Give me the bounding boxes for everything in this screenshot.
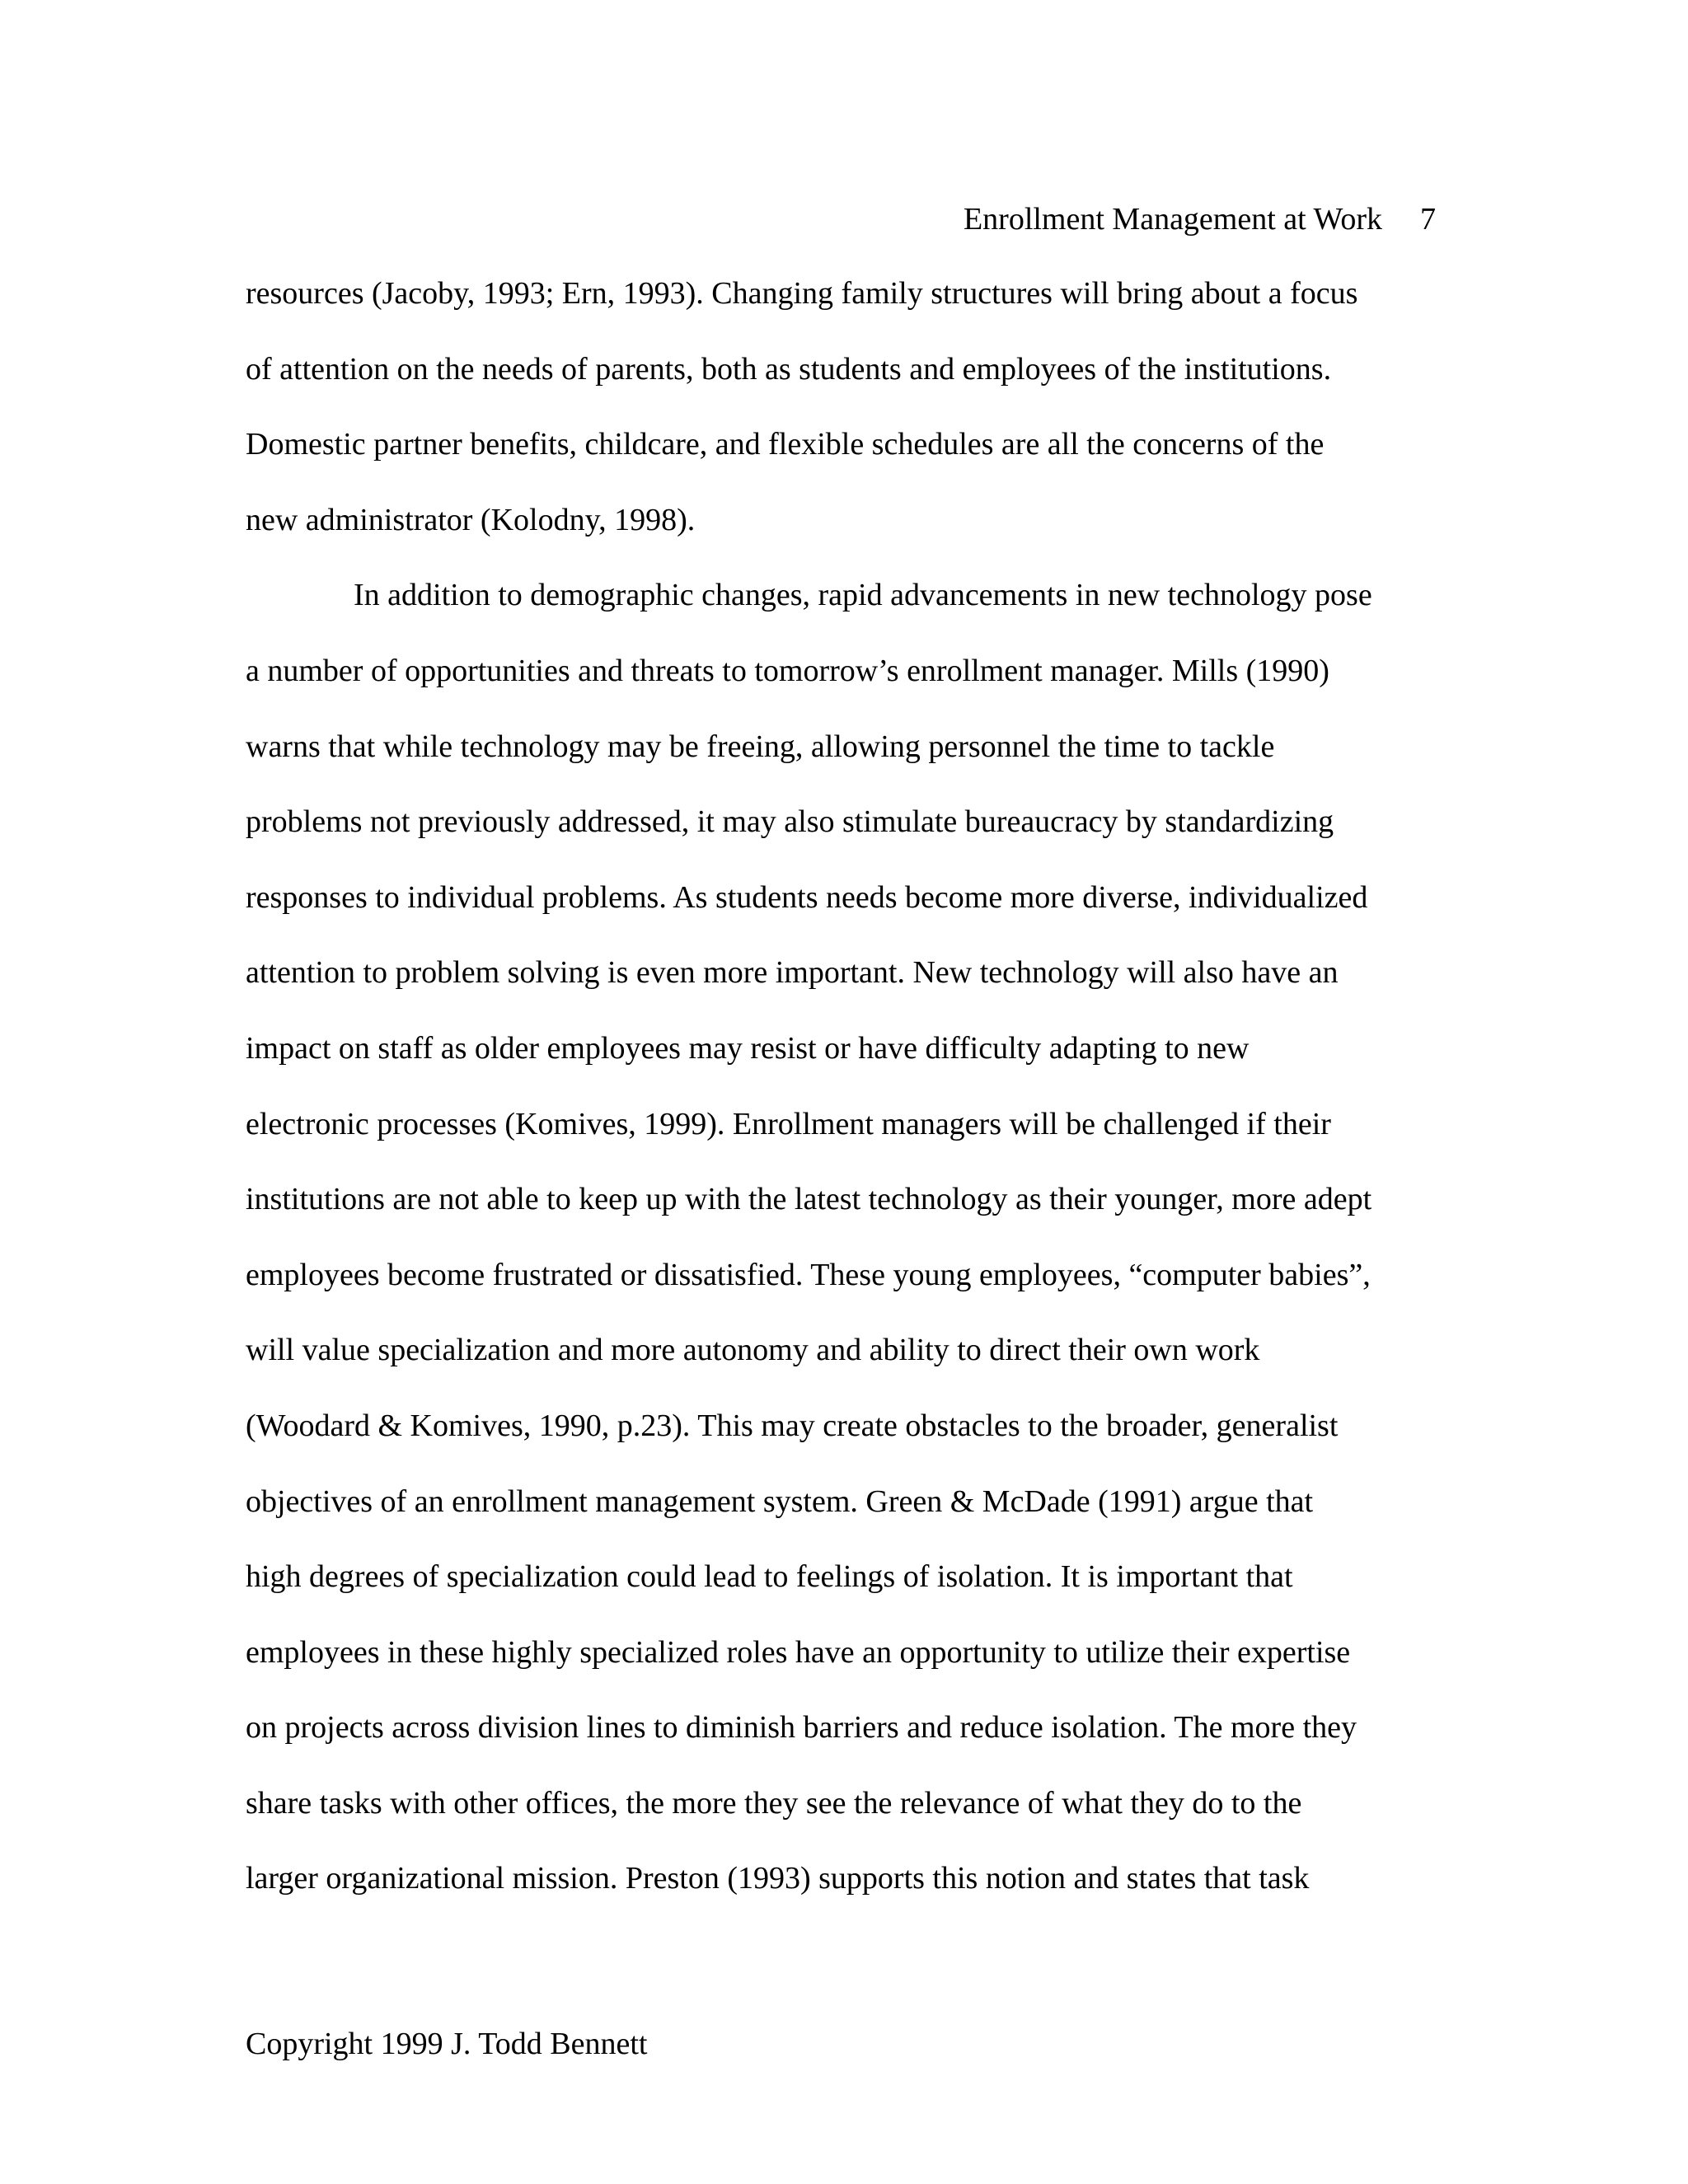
- running-head-title: Enrollment Management at Work: [963, 202, 1382, 237]
- text-line: new administrator (Kolodny, 1998).: [246, 502, 696, 537]
- running-head: [964, 196, 1436, 242]
- text-line: institutions are not able to keep up with the latest technology as their younger, more adept: [246, 1182, 1372, 1217]
- text-line: of attention on the needs of parents, both as students and employees of the institutions.: [246, 351, 1332, 387]
- paragraph-first-line: In addition to demographic changes, rapid advancements in new technology pose: [354, 578, 1372, 613]
- copyright-footer: Copyright 1999 J. Todd Bennett: [246, 2027, 648, 2061]
- text-line: employees become frustrated or dissatisfied. These young employees, “computer babies”,: [246, 1257, 1371, 1292]
- text-line: on projects across division lines to diminish barriers and reduce isolation. The more they: [246, 1710, 1357, 1746]
- text-line: warns that while technology may be freeing, allowing personnel the time to tackle: [246, 729, 1275, 764]
- text-line: attention to problem solving is even more important. New technology will also have an: [246, 955, 1339, 991]
- text-line: larger organizational mission. Preston (1993) supports this notion and states that task: [246, 1861, 1310, 1896]
- text-line: high degrees of specialization could lead to feelings of isolation. It is important that: [246, 1559, 1293, 1595]
- text-line: a number of opportunities and threats to tomorrow’s enrollment manager. Mills (1990): [246, 653, 1329, 688]
- text-line: electronic processes (Komives, 1999). Enrollment managers will be challenged if their: [246, 1106, 1331, 1141]
- text-line: employees in these highly specialized roles have an opportunity to utilize their expertise: [246, 1634, 1351, 1670]
- text-line: problems not previously addressed, it may also stimulate bureaucracy by standardizing: [246, 804, 1334, 840]
- text-line: objectives of an enrollment management system. Green & McDade (1991) argue that: [246, 1483, 1314, 1519]
- text-line: resources (Jacoby, 1993; Ern, 1993). Changing family structures will bring about a focus: [246, 276, 1358, 311]
- text-line: share tasks with other offices, the more they see the relevance of what they do to the: [246, 1785, 1302, 1821]
- text-line: will value specialization and more autonomy and ability to direct their own work: [246, 1333, 1260, 1368]
- text-line: responses to individual problems. As students needs become more diverse, individualized: [246, 879, 1368, 915]
- text-line: impact on staff as older employees may resist or have difficulty adapting to new: [246, 1030, 1250, 1066]
- text-line: (Woodard & Komives, 1990, p.23). This may create obstacles to the broader, generalist: [246, 1408, 1339, 1443]
- page-number: 7: [1420, 202, 1436, 237]
- body-text: [246, 270, 1449, 1931]
- text-line: Domestic partner benefits, childcare, and flexible schedules are all the concerns of the: [246, 427, 1325, 462]
